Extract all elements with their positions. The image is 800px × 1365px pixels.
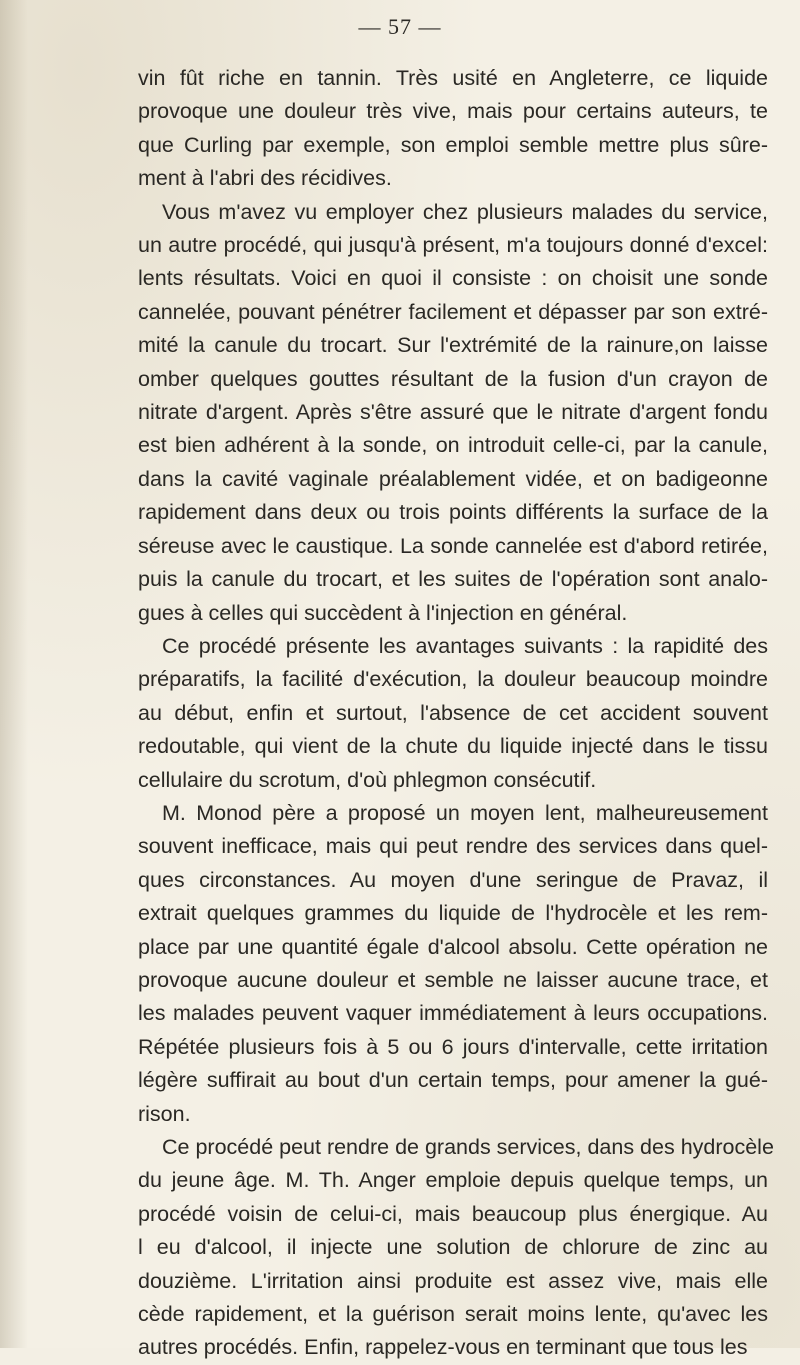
text-line: gues à celles qui succèdent à l'injection en général. bbox=[138, 600, 628, 625]
text-line: vin fût riche en tannin. Très usité en Angleterre, ce liquide bbox=[138, 66, 768, 90]
text-line: préparatifs, la facilité d'exécution, la douleur beaucoup moindre bbox=[138, 667, 768, 692]
text-line: autres procédés. Enfin, rappelez-vous en terminant que tous les bbox=[138, 1335, 748, 1360]
text-line: est bien adhérent à la sonde, on introduit celle-ci, par la canule, bbox=[138, 433, 768, 458]
text-line: procédé voisin de celui-ci, mais beaucoup plus énergique. Au bbox=[138, 1201, 768, 1226]
text-line: ment à l'abri des récidives. bbox=[138, 166, 392, 191]
text-line: M. Monod père a proposé un moyen lent, malheureusement bbox=[162, 800, 768, 825]
text-line: rapidement dans deux ou trois points différents la surface de la bbox=[138, 500, 768, 525]
text-line: provoque aucune douleur et semble ne laisser aucune trace, et bbox=[138, 967, 768, 992]
text-line: douzième. L'irritation ainsi produite est assez vive, mais elle bbox=[138, 1268, 768, 1293]
text-line: provoque une douleur très vive, mais pour certains auteurs, te bbox=[138, 99, 768, 124]
text-line: Ce procédé peut rendre de grands services, dans des hydrocèle bbox=[162, 1135, 774, 1159]
body-text bbox=[138, 62, 774, 1365]
page-number-header: — 57 — bbox=[358, 14, 442, 39]
text-line: du jeune âge. M. Th. Anger emploie depuis quelque temps, un bbox=[138, 1168, 768, 1193]
text-line: Répétée plusieurs fois à 5 ou 6 jours d'intervalle, cette irritation bbox=[138, 1034, 768, 1059]
paragraph bbox=[138, 630, 768, 797]
text-line: séreuse avec le caustique. La sonde cannelée est d'abord retirée, bbox=[138, 533, 768, 558]
text-line: ques circonstances. Au moyen d'une seringue de Pravaz, il bbox=[138, 867, 768, 892]
page-gutter-shadow bbox=[0, 0, 28, 1348]
text-line: mité la canule du trocart. Sur l'extrémité de la rainure,on laisse bbox=[138, 333, 768, 358]
text-line: redoutable, qui vient de la chute du liquide injecté dans le tissu bbox=[138, 734, 768, 759]
text-line: rison. bbox=[138, 1101, 191, 1126]
text-line: lents résultats. Voici en quoi il consiste : on choisit une sonde bbox=[138, 266, 768, 291]
paragraph bbox=[138, 1131, 774, 1365]
text-line: puis la canule du trocart, et les suites de l'opération sont analo- bbox=[138, 567, 768, 592]
text-line: place par une quantité égale d'alcool absolu. Cette opération ne bbox=[138, 934, 768, 959]
text-line: que Curling par exemple, son emploi semble mettre plus sûre- bbox=[138, 132, 768, 157]
text-line: cellulaire du scrotum, d'où phlegmon consécutif. bbox=[138, 767, 597, 792]
text-line: cède rapidement, et la guérison serait moins lente, qu'avec les bbox=[138, 1302, 768, 1327]
paragraph bbox=[138, 62, 768, 196]
text-line: les malades peuvent vaquer immédiatement à leurs occupations. bbox=[138, 1001, 768, 1026]
paragraph bbox=[138, 196, 768, 630]
text-line: un autre procédé, qui jusqu'à présent, m'a toujours donné d'excel: bbox=[138, 233, 768, 258]
text-line: Ce procédé présente les avantages suivants : la rapidité des bbox=[162, 633, 768, 658]
text-line: dans la cavité vaginale préalablement vidée, et on badigeonne bbox=[138, 466, 768, 491]
text-line: au début, enfin et surtout, l'absence de cet accident souvent bbox=[138, 700, 768, 725]
text-line: omber quelques gouttes résultant de la fusion d'un crayon de bbox=[138, 366, 768, 391]
text-line: nitrate d'argent. Après s'être assuré que le nitrate d'argent fondu bbox=[138, 400, 768, 425]
text-line: légère suffirait au bout d'un certain temps, pour amener la gué- bbox=[138, 1068, 768, 1093]
text-line: extrait quelques grammes du liquide de l'hydrocèle et les rem- bbox=[138, 901, 768, 926]
text-line: souvent inefficace, mais qui peut rendre des services dans quel- bbox=[138, 834, 768, 859]
text-line: cannelée, pouvant pénétrer facilement et dépasser par son extré- bbox=[138, 299, 768, 324]
text-line: l eu d'alcool, il injecte une solution de chlorure de zinc au bbox=[138, 1235, 768, 1260]
paragraph bbox=[138, 797, 768, 1131]
text-line: Vous m'avez vu employer chez plusieurs malades du service, bbox=[162, 199, 768, 224]
